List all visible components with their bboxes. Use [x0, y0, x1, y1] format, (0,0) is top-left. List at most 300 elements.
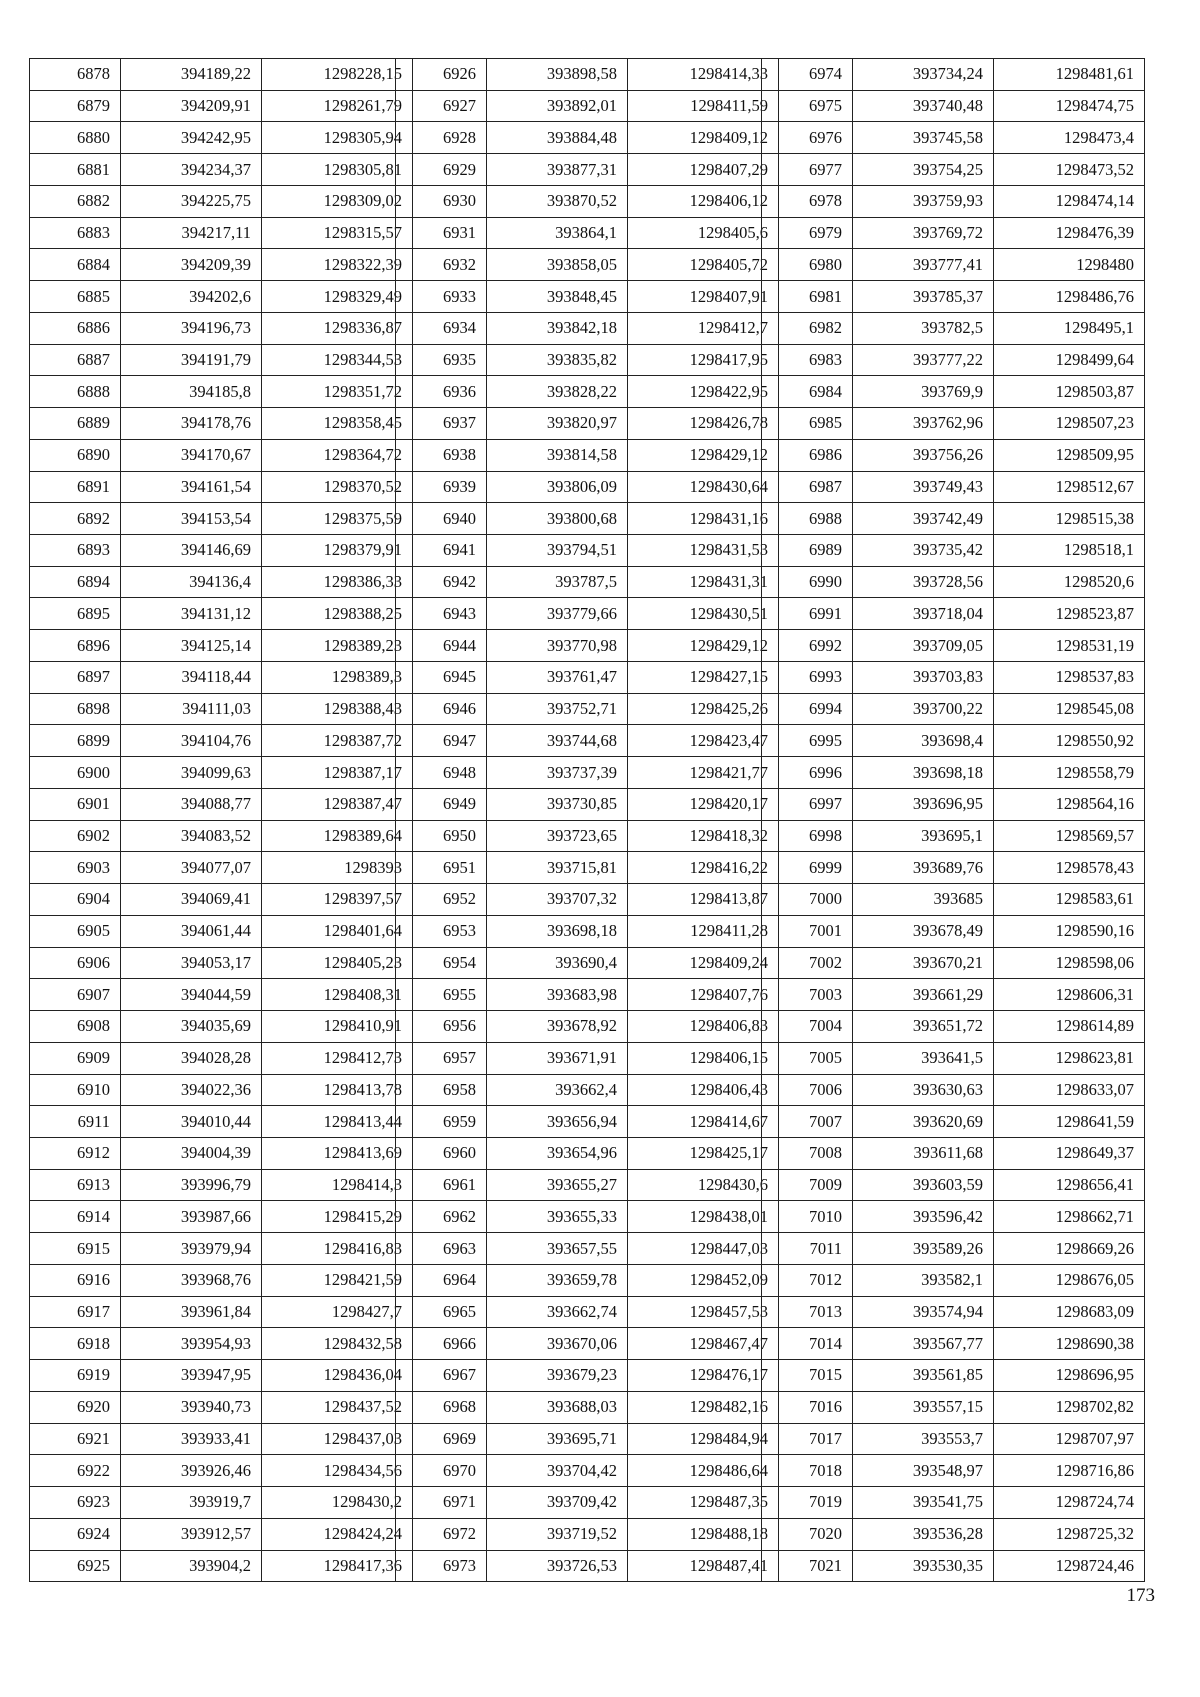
table-row	[396, 1487, 779, 1519]
x-coordinate: 393698,18	[487, 915, 628, 947]
table-row	[762, 185, 1145, 217]
x-coordinate: 393904,2	[121, 1550, 262, 1582]
table-row	[396, 535, 779, 567]
y-coordinate: 1298414,33	[628, 59, 779, 91]
y-coordinate: 1298422,95	[628, 376, 779, 408]
x-coordinate: 394209,39	[121, 249, 262, 281]
y-coordinate: 1298716,86	[994, 1455, 1145, 1487]
table-row	[30, 788, 413, 820]
y-coordinate: 1298309,02	[262, 185, 413, 217]
table-row	[30, 630, 413, 662]
point-number: 7005	[762, 1042, 853, 1074]
table-row	[396, 1423, 779, 1455]
point-number: 6987	[762, 471, 853, 503]
point-number: 6956	[396, 1011, 487, 1043]
table-row	[396, 439, 779, 471]
table-row	[762, 1074, 1145, 1106]
x-coordinate: 394234,37	[121, 154, 262, 186]
table-row	[762, 566, 1145, 598]
x-coordinate: 393987,66	[121, 1201, 262, 1233]
point-number: 6927	[396, 90, 487, 122]
y-coordinate: 1298423,47	[628, 725, 779, 757]
x-coordinate: 393589,26	[853, 1233, 994, 1265]
table-row	[30, 1296, 413, 1328]
point-number: 6938	[396, 439, 487, 471]
y-coordinate: 1298495,1	[994, 312, 1145, 344]
point-number: 6973	[396, 1550, 487, 1582]
table-row	[762, 852, 1145, 884]
x-coordinate: 393777,22	[853, 344, 994, 376]
point-number: 6986	[762, 439, 853, 471]
table-row	[396, 249, 779, 281]
x-coordinate: 394111,03	[121, 693, 262, 725]
point-number: 6891	[30, 471, 121, 503]
point-number: 6879	[30, 90, 121, 122]
y-coordinate: 1298518,1	[994, 535, 1145, 567]
x-coordinate: 394088,77	[121, 788, 262, 820]
table-row	[30, 471, 413, 503]
x-coordinate: 393641,5	[853, 1042, 994, 1074]
x-coordinate: 394196,73	[121, 312, 262, 344]
point-number: 6888	[30, 376, 121, 408]
table-row	[396, 1042, 779, 1074]
x-coordinate: 393678,49	[853, 915, 994, 947]
y-coordinate: 1298387,17	[262, 757, 413, 789]
x-coordinate: 394153,54	[121, 503, 262, 535]
y-coordinate: 1298408,31	[262, 979, 413, 1011]
point-number: 7017	[762, 1423, 853, 1455]
point-number: 6959	[396, 1106, 487, 1138]
y-coordinate: 1298457,53	[628, 1296, 779, 1328]
x-coordinate: 393926,46	[121, 1455, 262, 1487]
table-row	[762, 947, 1145, 979]
point-number: 6916	[30, 1264, 121, 1296]
x-coordinate: 393536,28	[853, 1518, 994, 1550]
table-row	[762, 1518, 1145, 1550]
y-coordinate: 1298429,12	[628, 630, 779, 662]
point-number: 6996	[762, 757, 853, 789]
point-number: 6886	[30, 312, 121, 344]
point-number: 6992	[762, 630, 853, 662]
y-coordinate: 1298564,16	[994, 788, 1145, 820]
point-number: 6878	[30, 59, 121, 91]
x-coordinate: 393561,85	[853, 1360, 994, 1392]
y-coordinate: 1298425,17	[628, 1137, 779, 1169]
x-coordinate: 393688,03	[487, 1391, 628, 1423]
point-number: 6901	[30, 788, 121, 820]
x-coordinate: 393557,15	[853, 1391, 994, 1423]
table-row	[762, 788, 1145, 820]
table-row	[762, 757, 1145, 789]
table-row	[30, 439, 413, 471]
table-row	[396, 1106, 779, 1138]
table-row	[396, 281, 779, 313]
table-row	[396, 915, 779, 947]
y-coordinate: 1298421,77	[628, 757, 779, 789]
point-number: 7012	[762, 1264, 853, 1296]
table-row	[30, 852, 413, 884]
table-row	[30, 1233, 413, 1265]
table-row	[762, 1487, 1145, 1519]
y-coordinate: 1298389,64	[262, 820, 413, 852]
x-coordinate: 393864,1	[487, 217, 628, 249]
table-row	[762, 217, 1145, 249]
table-row	[762, 154, 1145, 186]
table-row	[762, 1011, 1145, 1043]
y-coordinate: 1298649,37	[994, 1137, 1145, 1169]
point-number: 6940	[396, 503, 487, 535]
point-number: 6935	[396, 344, 487, 376]
y-coordinate: 1298413,78	[262, 1074, 413, 1106]
x-coordinate: 393698,18	[853, 757, 994, 789]
table-row	[396, 820, 779, 852]
y-coordinate: 1298669,26	[994, 1233, 1145, 1265]
x-coordinate: 393723,65	[487, 820, 628, 852]
table-row	[396, 1360, 779, 1392]
y-coordinate: 1298437,03	[262, 1423, 413, 1455]
y-coordinate: 1298358,45	[262, 408, 413, 440]
y-coordinate: 1298412,7	[628, 312, 779, 344]
y-coordinate: 1298305,94	[262, 122, 413, 154]
x-coordinate: 393553,7	[853, 1423, 994, 1455]
y-coordinate: 1298550,92	[994, 725, 1145, 757]
table-row	[396, 59, 779, 91]
point-number: 7008	[762, 1137, 853, 1169]
x-coordinate: 393661,29	[853, 979, 994, 1011]
point-number: 6945	[396, 661, 487, 693]
x-coordinate: 393715,81	[487, 852, 628, 884]
x-coordinate: 394209,91	[121, 90, 262, 122]
table-row	[30, 979, 413, 1011]
x-coordinate: 394061,44	[121, 915, 262, 947]
x-coordinate: 393530,35	[853, 1550, 994, 1582]
point-number: 7015	[762, 1360, 853, 1392]
y-coordinate: 1298474,14	[994, 185, 1145, 217]
x-coordinate: 393769,9	[853, 376, 994, 408]
x-coordinate: 393726,53	[487, 1550, 628, 1582]
table-row	[30, 1360, 413, 1392]
y-coordinate: 1298430,6	[628, 1169, 779, 1201]
y-coordinate: 1298409,12	[628, 122, 779, 154]
table-row	[30, 535, 413, 567]
point-number: 7016	[762, 1391, 853, 1423]
point-number: 6960	[396, 1137, 487, 1169]
table-row	[30, 154, 413, 186]
point-number: 6892	[30, 503, 121, 535]
y-coordinate: 1298406,43	[628, 1074, 779, 1106]
y-coordinate: 1298725,32	[994, 1518, 1145, 1550]
x-coordinate: 393679,23	[487, 1360, 628, 1392]
table-row	[30, 122, 413, 154]
y-coordinate: 1298437,52	[262, 1391, 413, 1423]
y-coordinate: 1298486,64	[628, 1455, 779, 1487]
point-number: 6881	[30, 154, 121, 186]
x-coordinate: 394004,39	[121, 1137, 262, 1169]
y-coordinate: 1298432,58	[262, 1328, 413, 1360]
x-coordinate: 393654,96	[487, 1137, 628, 1169]
point-number: 6993	[762, 661, 853, 693]
table-row	[396, 661, 779, 693]
point-number: 6977	[762, 154, 853, 186]
y-coordinate: 1298329,49	[262, 281, 413, 313]
table-row	[396, 566, 779, 598]
x-coordinate: 394146,69	[121, 535, 262, 567]
table-row	[396, 503, 779, 535]
y-coordinate: 1298305,81	[262, 154, 413, 186]
x-coordinate: 393892,01	[487, 90, 628, 122]
point-number: 7003	[762, 979, 853, 1011]
y-coordinate: 1298351,72	[262, 376, 413, 408]
y-coordinate: 1298414,67	[628, 1106, 779, 1138]
x-coordinate: 393700,22	[853, 693, 994, 725]
table-row	[30, 1137, 413, 1169]
x-coordinate: 394161,54	[121, 471, 262, 503]
table-row	[396, 788, 779, 820]
y-coordinate: 1298387,72	[262, 725, 413, 757]
x-coordinate: 393996,79	[121, 1169, 262, 1201]
y-coordinate: 1298344,53	[262, 344, 413, 376]
table-row	[30, 1264, 413, 1296]
table-row	[30, 1074, 413, 1106]
point-number: 6937	[396, 408, 487, 440]
x-coordinate: 393961,84	[121, 1296, 262, 1328]
x-coordinate: 393947,95	[121, 1360, 262, 1392]
x-coordinate: 393695,1	[853, 820, 994, 852]
point-number: 6970	[396, 1455, 487, 1487]
table-row	[762, 1455, 1145, 1487]
y-coordinate: 1298431,16	[628, 503, 779, 535]
point-number: 6902	[30, 820, 121, 852]
y-coordinate: 1298411,59	[628, 90, 779, 122]
point-number: 6913	[30, 1169, 121, 1201]
y-coordinate: 1298429,12	[628, 439, 779, 471]
x-coordinate: 393806,09	[487, 471, 628, 503]
x-coordinate: 393968,76	[121, 1264, 262, 1296]
x-coordinate: 394035,69	[121, 1011, 262, 1043]
x-coordinate: 393761,47	[487, 661, 628, 693]
table-row	[396, 122, 779, 154]
point-number: 6914	[30, 1201, 121, 1233]
table-row	[396, 376, 779, 408]
table-row	[762, 1328, 1145, 1360]
point-number: 6971	[396, 1487, 487, 1519]
x-coordinate: 393656,94	[487, 1106, 628, 1138]
x-coordinate: 393689,76	[853, 852, 994, 884]
x-coordinate: 393541,75	[853, 1487, 994, 1519]
x-coordinate: 393596,42	[853, 1201, 994, 1233]
y-coordinate: 1298569,57	[994, 820, 1145, 852]
x-coordinate: 393655,27	[487, 1169, 628, 1201]
point-number: 6955	[396, 979, 487, 1011]
point-number: 6947	[396, 725, 487, 757]
table-row	[762, 1137, 1145, 1169]
table-row	[762, 535, 1145, 567]
point-number: 6894	[30, 566, 121, 598]
point-number: 6928	[396, 122, 487, 154]
y-coordinate: 1298406,12	[628, 185, 779, 217]
table-row	[396, 598, 779, 630]
y-coordinate: 1298558,79	[994, 757, 1145, 789]
y-coordinate: 1298473,52	[994, 154, 1145, 186]
x-coordinate: 393744,68	[487, 725, 628, 757]
y-coordinate: 1298228,15	[262, 59, 413, 91]
point-number: 6994	[762, 693, 853, 725]
y-coordinate: 1298696,95	[994, 1360, 1145, 1392]
y-coordinate: 1298507,23	[994, 408, 1145, 440]
table-row	[762, 344, 1145, 376]
y-coordinate: 1298416,83	[262, 1233, 413, 1265]
x-coordinate: 393870,52	[487, 185, 628, 217]
y-coordinate: 1298486,76	[994, 281, 1145, 313]
coordinate-table-1	[29, 58, 413, 1582]
x-coordinate: 393690,4	[487, 947, 628, 979]
y-coordinate: 1298406,83	[628, 1011, 779, 1043]
table-row	[396, 852, 779, 884]
table-row	[396, 1201, 779, 1233]
y-coordinate: 1298315,57	[262, 217, 413, 249]
table-row	[762, 1550, 1145, 1582]
y-coordinate: 1298683,09	[994, 1296, 1145, 1328]
x-coordinate: 394099,63	[121, 757, 262, 789]
x-coordinate: 393754,25	[853, 154, 994, 186]
point-number: 6981	[762, 281, 853, 313]
x-coordinate: 393933,41	[121, 1423, 262, 1455]
table-row	[30, 1011, 413, 1043]
y-coordinate: 1298520,6	[994, 566, 1145, 598]
point-number: 7019	[762, 1487, 853, 1519]
point-number: 6915	[30, 1233, 121, 1265]
point-number: 6909	[30, 1042, 121, 1074]
point-number: 6941	[396, 535, 487, 567]
x-coordinate: 393704,42	[487, 1455, 628, 1487]
table-row	[762, 630, 1145, 662]
table-row	[30, 217, 413, 249]
table-row	[762, 439, 1145, 471]
table-row	[396, 408, 779, 440]
table-row	[30, 1042, 413, 1074]
x-coordinate: 393696,95	[853, 788, 994, 820]
y-coordinate: 1298578,43	[994, 852, 1145, 884]
point-number: 6969	[396, 1423, 487, 1455]
y-coordinate: 1298431,31	[628, 566, 779, 598]
x-coordinate: 393828,22	[487, 376, 628, 408]
table-row	[762, 820, 1145, 852]
x-coordinate: 393752,71	[487, 693, 628, 725]
x-coordinate: 393655,33	[487, 1201, 628, 1233]
point-number: 6919	[30, 1360, 121, 1392]
y-coordinate: 1298405,6	[628, 217, 779, 249]
point-number: 6931	[396, 217, 487, 249]
x-coordinate: 394083,52	[121, 820, 262, 852]
table-row	[30, 566, 413, 598]
point-number: 6998	[762, 820, 853, 852]
table-row	[396, 630, 779, 662]
x-coordinate: 393695,71	[487, 1423, 628, 1455]
y-coordinate: 1298724,74	[994, 1487, 1145, 1519]
y-coordinate: 1298488,18	[628, 1518, 779, 1550]
x-coordinate: 394191,79	[121, 344, 262, 376]
table-row	[30, 693, 413, 725]
point-number: 6968	[396, 1391, 487, 1423]
x-coordinate: 393620,69	[853, 1106, 994, 1138]
x-coordinate: 393685	[853, 884, 994, 916]
point-number: 6926	[396, 59, 487, 91]
table-row	[762, 1423, 1145, 1455]
point-number: 6883	[30, 217, 121, 249]
point-number: 6921	[30, 1423, 121, 1455]
x-coordinate: 393662,74	[487, 1296, 628, 1328]
point-number: 6967	[396, 1360, 487, 1392]
y-coordinate: 1298467,47	[628, 1328, 779, 1360]
point-number: 6895	[30, 598, 121, 630]
x-coordinate: 394069,41	[121, 884, 262, 916]
x-coordinate: 393657,55	[487, 1233, 628, 1265]
table-row	[30, 376, 413, 408]
y-coordinate: 1298623,81	[994, 1042, 1145, 1074]
table-row	[396, 1137, 779, 1169]
y-coordinate: 1298389,23	[262, 630, 413, 662]
y-coordinate: 1298388,43	[262, 693, 413, 725]
y-coordinate: 1298393	[262, 852, 413, 884]
x-coordinate: 393912,57	[121, 1518, 262, 1550]
x-coordinate: 393858,05	[487, 249, 628, 281]
point-number: 6903	[30, 852, 121, 884]
point-number: 6983	[762, 344, 853, 376]
point-number: 6958	[396, 1074, 487, 1106]
x-coordinate: 393759,93	[853, 185, 994, 217]
table-row	[30, 408, 413, 440]
y-coordinate: 1298690,38	[994, 1328, 1145, 1360]
table-row	[396, 1518, 779, 1550]
y-coordinate: 1298414,3	[262, 1169, 413, 1201]
x-coordinate: 394118,44	[121, 661, 262, 693]
y-coordinate: 1298322,39	[262, 249, 413, 281]
point-number: 7013	[762, 1296, 853, 1328]
point-number: 6953	[396, 915, 487, 947]
table-row	[30, 90, 413, 122]
table-row	[396, 154, 779, 186]
y-coordinate: 1298480	[994, 249, 1145, 281]
x-coordinate: 393698,4	[853, 725, 994, 757]
x-coordinate: 394178,76	[121, 408, 262, 440]
y-coordinate: 1298583,61	[994, 884, 1145, 916]
x-coordinate: 394104,76	[121, 725, 262, 757]
table-row	[396, 947, 779, 979]
x-coordinate: 393749,43	[853, 471, 994, 503]
x-coordinate: 393884,48	[487, 122, 628, 154]
point-number: 6922	[30, 1455, 121, 1487]
y-coordinate: 1298590,16	[994, 915, 1145, 947]
x-coordinate: 394136,4	[121, 566, 262, 598]
y-coordinate: 1298406,15	[628, 1042, 779, 1074]
x-coordinate: 394131,12	[121, 598, 262, 630]
table-row	[396, 90, 779, 122]
point-number: 6924	[30, 1518, 121, 1550]
x-coordinate: 394185,8	[121, 376, 262, 408]
point-number: 6944	[396, 630, 487, 662]
table-row	[762, 693, 1145, 725]
table-row	[396, 1550, 779, 1582]
table-row	[396, 725, 779, 757]
x-coordinate: 393770,98	[487, 630, 628, 662]
point-number: 6997	[762, 788, 853, 820]
table-row	[30, 344, 413, 376]
y-coordinate: 1298523,87	[994, 598, 1145, 630]
table-row	[396, 693, 779, 725]
x-coordinate: 394202,6	[121, 281, 262, 313]
x-coordinate: 393670,21	[853, 947, 994, 979]
y-coordinate: 1298407,76	[628, 979, 779, 1011]
